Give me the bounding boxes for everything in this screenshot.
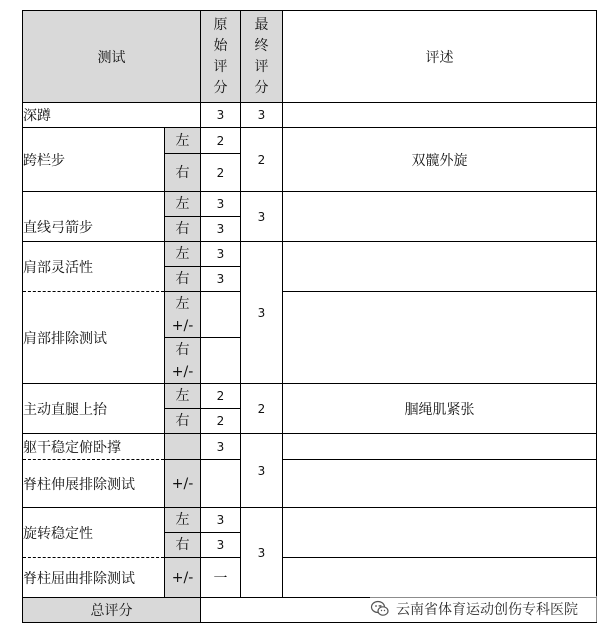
final-score-lunge: 3 bbox=[241, 192, 283, 242]
raw-score-shoulder-left: 3 bbox=[201, 242, 241, 267]
side-left-lunge: 左 bbox=[165, 192, 201, 217]
wechat-icon bbox=[370, 599, 390, 619]
raw-score-aslr-right: 2 bbox=[201, 409, 241, 434]
side-left-label: 左 bbox=[175, 295, 190, 312]
side-left-shoulder: 左 bbox=[165, 242, 201, 267]
raw-score-flex-clear: 一 bbox=[201, 558, 241, 598]
plus-minus-right: +/- bbox=[171, 363, 194, 380]
table-row-hurdle-left bbox=[23, 128, 597, 154]
test-name-flex-clear: 脊柱屈曲排除测试 bbox=[23, 558, 165, 598]
test-name-shoulder: 肩部灵活性 bbox=[23, 242, 165, 292]
table-row-aslr-left bbox=[23, 384, 597, 409]
raw-score-aslr-left: 2 bbox=[201, 384, 241, 409]
header-final-score bbox=[241, 11, 283, 103]
side-pushup bbox=[165, 434, 201, 460]
comment-squat bbox=[283, 103, 597, 128]
test-name-rotary: 旋转稳定性 bbox=[23, 508, 165, 558]
table-row-pushup bbox=[23, 434, 597, 460]
final-score-shoulder: 3 bbox=[241, 242, 283, 384]
raw-score-lunge-left: 3 bbox=[201, 192, 241, 217]
side-right-aslr: 右 bbox=[165, 409, 201, 434]
raw-score-rotary-left: 3 bbox=[201, 508, 241, 533]
final-score-pushup: 3 bbox=[241, 434, 283, 508]
raw-score-pushup: 3 bbox=[201, 434, 241, 460]
header-comment: 评述 bbox=[283, 11, 597, 103]
header-test: 测试 bbox=[23, 11, 201, 103]
header-final-score-text: 最 终 评 分 bbox=[254, 16, 269, 96]
comment-ext-clear bbox=[283, 460, 597, 508]
table-row-flex-clear bbox=[23, 558, 597, 598]
table-row-ext-clear bbox=[23, 460, 597, 508]
plus-minus-flex-clear: +/- bbox=[165, 558, 201, 598]
raw-score-shoulder-clear-right bbox=[201, 338, 241, 384]
test-name-aslr: 主动直腿上抬 bbox=[23, 384, 165, 434]
header-raw-score bbox=[201, 11, 241, 103]
plus-minus-left: +/- bbox=[171, 317, 194, 334]
table-row-shoulder-left bbox=[23, 242, 597, 267]
raw-score-lunge-right: 3 bbox=[201, 217, 241, 242]
table-row-lunge-left bbox=[23, 192, 597, 217]
plus-minus-ext-clear: +/- bbox=[165, 460, 201, 508]
final-score-hurdle: 2 bbox=[241, 128, 283, 192]
side-right-shoulder: 右 bbox=[165, 267, 201, 292]
test-name-ext-clear: 脊柱伸展排除测试 bbox=[23, 460, 165, 508]
test-name-hurdle: 跨栏步 bbox=[23, 128, 165, 192]
comment-flex-clear bbox=[283, 558, 597, 598]
comment-shoulder bbox=[283, 242, 597, 292]
fms-score-table bbox=[22, 10, 597, 623]
comment-hurdle: 双髋外旋 bbox=[283, 128, 597, 192]
test-name-squat: 深蹲 bbox=[23, 103, 201, 128]
test-name-shoulder-clear: 肩部排除测试 bbox=[23, 292, 165, 384]
side-left-rotary: 左 bbox=[165, 508, 201, 533]
raw-score-rotary-right: 3 bbox=[201, 533, 241, 558]
comment-lunge bbox=[283, 192, 597, 242]
final-score-squat: 3 bbox=[241, 103, 283, 128]
total-label: 总评分 bbox=[23, 598, 201, 623]
watermark-text: 云南省体育运动创伤专科医院 bbox=[396, 602, 578, 618]
raw-score-ext-clear bbox=[201, 460, 241, 508]
fms-table-wrapper bbox=[22, 10, 597, 623]
side-right-hurdle: 右 bbox=[165, 154, 201, 192]
table-row-squat bbox=[23, 103, 597, 128]
side-left-shoulder-clear bbox=[165, 292, 201, 338]
raw-score-hurdle-right: 2 bbox=[201, 154, 241, 192]
header-raw-score-text: 原 始 评 分 bbox=[213, 16, 228, 96]
raw-score-shoulder-right: 3 bbox=[201, 267, 241, 292]
raw-score-squat: 3 bbox=[201, 103, 241, 128]
side-left-hurdle: 左 bbox=[165, 128, 201, 154]
comment-rotary bbox=[283, 508, 597, 558]
side-right-label: 右 bbox=[175, 341, 190, 358]
side-left-aslr: 左 bbox=[165, 384, 201, 409]
test-name-lunge: 直线弓箭步 bbox=[23, 192, 165, 242]
side-right-shoulder-clear bbox=[165, 338, 201, 384]
comment-pushup bbox=[283, 434, 597, 460]
header-row bbox=[23, 11, 597, 103]
raw-score-hurdle-left: 2 bbox=[201, 128, 241, 154]
side-right-rotary: 右 bbox=[165, 533, 201, 558]
final-score-rotary: 3 bbox=[241, 508, 283, 598]
final-score-aslr: 2 bbox=[241, 384, 283, 434]
comment-shoulder-clear bbox=[283, 292, 597, 384]
table-row-shoulder-clear-left bbox=[23, 292, 597, 338]
side-right-lunge: 右 bbox=[165, 217, 201, 242]
comment-aslr: 腘绳肌紧张 bbox=[283, 384, 597, 434]
test-name-pushup: 躯干稳定俯卧撑 bbox=[23, 434, 165, 460]
raw-score-shoulder-clear-left bbox=[201, 292, 241, 338]
watermark bbox=[370, 596, 610, 622]
table-row-rotary-left bbox=[23, 508, 597, 533]
